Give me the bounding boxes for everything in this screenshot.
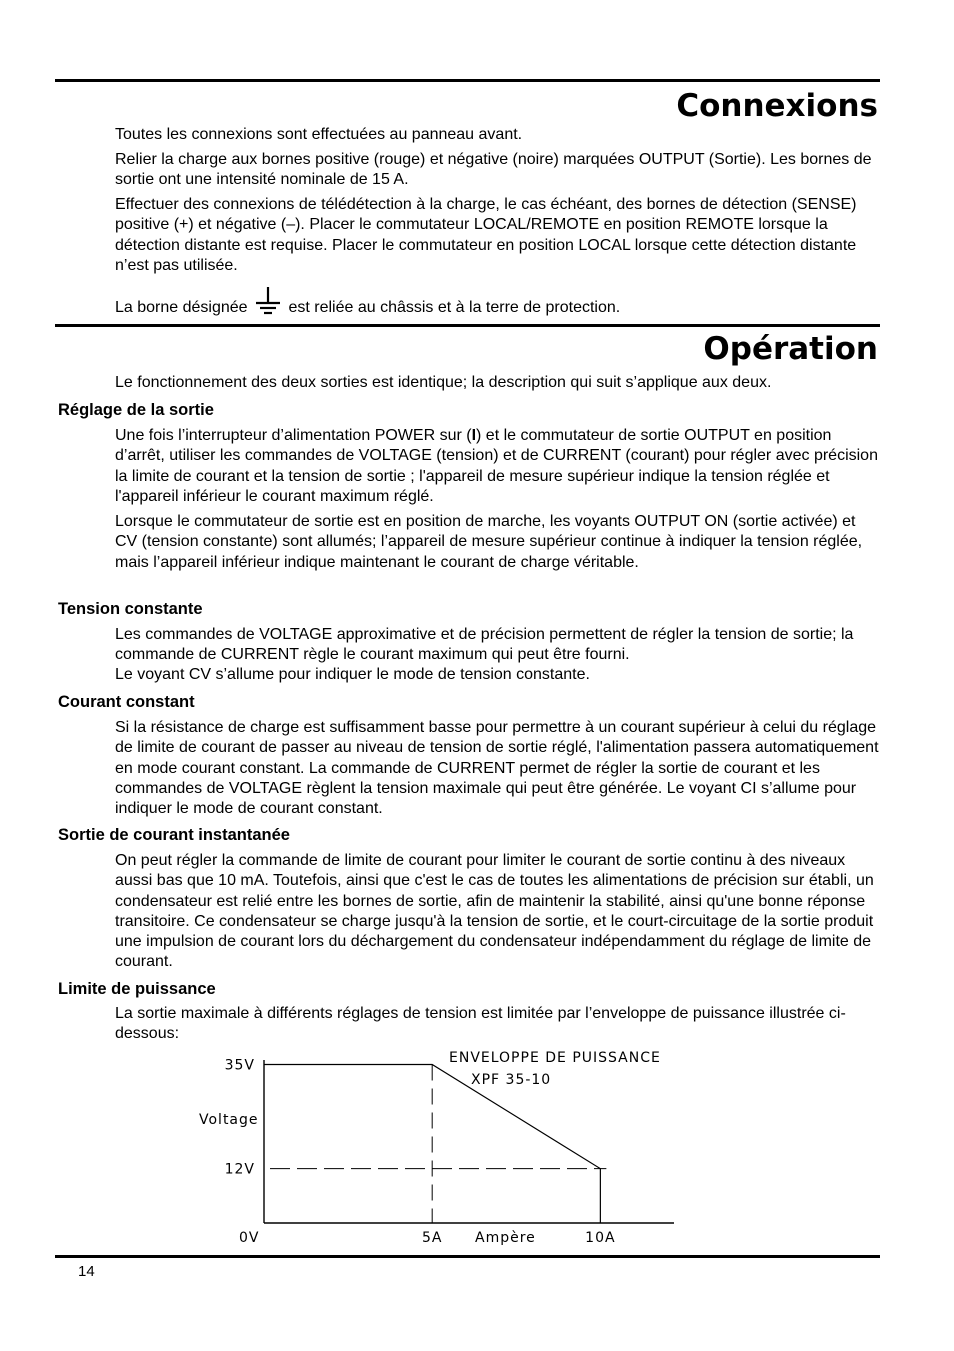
heading-courant: Courant constant (58, 693, 195, 711)
power-envelope-chart (190, 1045, 690, 1250)
y-axis-label: Voltage (199, 1112, 259, 1128)
heading-puissance: Limite de puissance (58, 980, 216, 998)
courant-paragraph-1: Si la résistance de charge est suffisamment basse pour permettre à un courant supérieur à celui du réglage de limite de courant de passer au niveau de tension de sortie réglé, l'alimentation passera automatiquement en mode courant constant. La commande de CURRENT permet de régler la sortie de courant et les commandes de VOLTAGE règlent la tension maximale qui peut être générée. Le voyant CI s’allume pour indiquer le mode de courant constant. (115, 719, 879, 818)
power-on-symbol: I (471, 427, 477, 444)
reglage-p1-part-b: ) et le commutateur de sortie OUTPUT en position d’arrêt, utiliser les commandes de VOLTAGE (tension) et de CURRENT (courant) pour régler avec précision la limite de courant et la tension de sortie ; l'appareil de mesure supérieur indique la tension réglée et l'appareil inférieur le courant maximum réglé. (115, 427, 878, 505)
section-title-connexions: Connexions (676, 88, 878, 124)
connexions-paragraph-4 (115, 287, 880, 318)
ground-text-before: La borne désignée (115, 299, 248, 316)
tension-paragraph-1: Les commandes de VOLTAGE approximative et de précision permettent de régler la tension de sortie; la commande de CURRENT règle le courant maximum qui peut être fourni. (115, 626, 854, 664)
heading-reglage: Réglage de la sortie (58, 401, 214, 419)
top-rule (55, 79, 880, 82)
origin-label: 0V (239, 1230, 260, 1246)
connexions-paragraph-1: Toutes les connexions sont effectuées au panneau avant. (115, 126, 523, 143)
chart-subtitle: XPF 35-10 (471, 1072, 552, 1088)
bottom-rule (55, 1255, 880, 1258)
connexions-paragraph-3: Effectuer des connexions de télédétection à la charge, le cas échéant, des bornes de détection (SENSE) positive (+) et négative (–). Placer le commutateur LOCAL/REMOTE en position REMOTE lorsque la détection distante est requise. Placer le commutateur en position LOCAL lorsque cette détection distante n’est pas utilisée. (115, 196, 857, 274)
reglage-paragraph-2: Lorsque le commutateur de sortie est en position de marche, les voyants OUTPUT ON (sortie activée) et CV (tension constante) sont allumés; l’appareil de mesure supérieur continue à indiquer la tension réglée, mais l’appareil inférieur indique maintenant le courant de charge véritable. (115, 513, 863, 571)
puissance-paragraph-1: La sortie maximale à différents réglages de tension est limitée par l’enveloppe de puissance illustrée ci-dessous: (115, 1005, 846, 1043)
reglage-p1-part-a: Une fois l’interrupteur d’alimentation POWER sur ( (115, 427, 472, 444)
x-tick-label: 5A (421, 1230, 443, 1246)
instantanee-paragraph-1: On peut régler la commande de limite de courant pour limiter le courant de sortie continu à des niveaux aussi bas que 10 mA. Toutefois, ainsi que c'est le cas de toutes les alimentations de précision sur établi, un condensateur est relié entre les bornes de sortie, afin de maintenir la stabilité, ainsi qu'une bonne réponse transitoire. Ce condensateur se charge jusqu'à la tension de sortie, et le court-circuitage de la sortie produit une impulsion de courant lors du déchargement du condensateur indépendamment du réglage de limite de courant. (115, 852, 874, 971)
earth-ground-icon (254, 287, 282, 317)
y-tick-label: 35V (224, 1057, 255, 1074)
x-tick-label: 10A (585, 1230, 616, 1246)
x-axis-label: Ampère (475, 1230, 536, 1246)
ground-text-after: est reliée au châssis et à la terre de protection. (288, 299, 621, 316)
connexions-paragraph-2: Relier la charge aux bornes positive (rouge) et négative (noire) marquées OUTPUT (Sortie). Les bornes de sortie ont une intensité nominale de 15 A. (115, 151, 872, 189)
operation-intro: Le fonctionnement des deux sorties est identique; la description qui suit s’applique aux deux. (115, 374, 772, 391)
heading-instantanee: Sortie de courant instantanée (58, 826, 290, 844)
heading-tension: Tension constante (58, 600, 203, 618)
y-tick-label: 12V (224, 1161, 255, 1178)
tension-paragraph-2: Le voyant CV s’allume pour indiquer le mode de tension constante. (115, 666, 590, 683)
page-number: 14 (78, 1263, 95, 1280)
reglage-paragraph-1 (115, 426, 880, 507)
section-rule (55, 324, 880, 327)
section-title-operation: Opération (703, 331, 878, 367)
chart-title: ENVELOPPE DE PUISSANCE (449, 1050, 661, 1066)
